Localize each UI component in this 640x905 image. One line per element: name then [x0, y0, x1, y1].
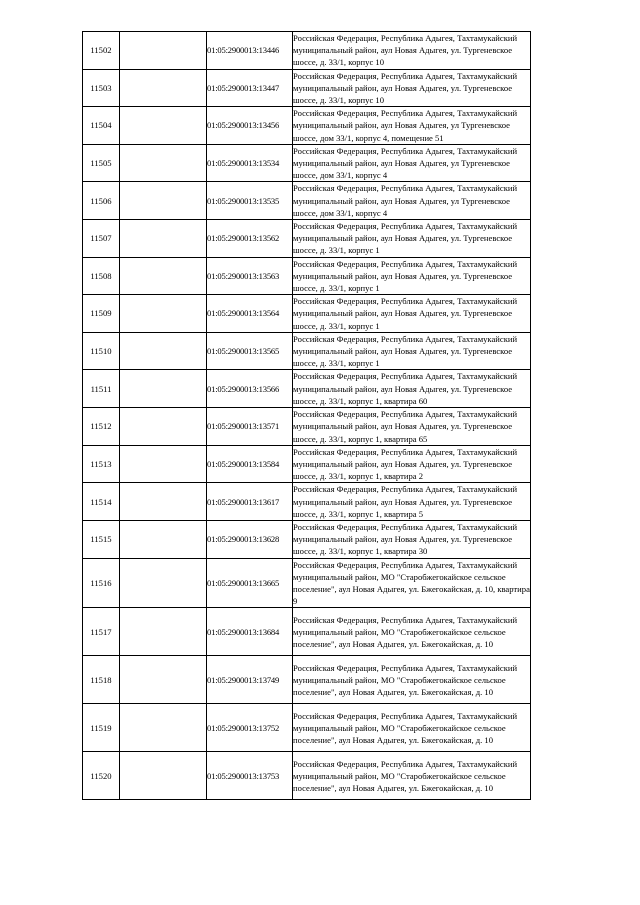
address-cell: Российская Федерация, Республика Адыгея, Тахтамукайский муниципальный район, аул Новая Адыгея, ул Тургеневское шоссе, дом 33/1, корпус 4: [293, 182, 531, 220]
table-row: [83, 483, 531, 521]
empty-cell: [120, 295, 207, 333]
table-row: [83, 370, 531, 408]
empty-cell: [120, 608, 207, 656]
empty-cell: [120, 257, 207, 295]
address-cell: Российская Федерация, Республика Адыгея, Тахтамукайский муниципальный район, аул Новая Адыгея, ул. Тургеневское шоссе, д. 33/1, корпус 10: [293, 69, 531, 107]
empty-cell: [120, 220, 207, 258]
row-number-cell: 11506: [83, 182, 120, 220]
row-number-cell: 11515: [83, 520, 120, 558]
empty-cell: [120, 107, 207, 145]
table-row: [83, 32, 531, 70]
cadastral-number-cell: 01:05:2900013:13565: [207, 332, 293, 370]
address-cell: Российская Федерация, Республика Адыгея, Тахтамукайский муниципальный район, аул Новая Адыгея, ул. Тургеневское шоссе, д. 33/1, корпус 1, квартира 65: [293, 408, 531, 446]
cadastral-number-cell: 01:05:2900013:13665: [207, 558, 293, 608]
cadastral-number-cell: 01:05:2900013:13534: [207, 144, 293, 182]
address-cell: Российская Федерация, Республика Адыгея, Тахтамукайский муниципальный район, аул Новая Адыгея, ул. Тургеневское шоссе, д. 33/1, корпус 1: [293, 295, 531, 333]
row-number-cell: 11518: [83, 656, 120, 704]
table-row: [83, 558, 531, 608]
address-cell: Российская Федерация, Республика Адыгея, Тахтамукайский муниципальный район, аул Новая Адыгея, ул. Тургеневское шоссе, д. 33/1, корпус 1, квартира 2: [293, 445, 531, 483]
address-cell: Российская Федерация, Республика Адыгея, Тахтамукайский муниципальный район, аул Новая Адыгея, ул. Тургеневское шоссе, д. 33/1, корпус 1: [293, 332, 531, 370]
empty-cell: [120, 69, 207, 107]
cadastral-number-cell: 01:05:2900013:13749: [207, 656, 293, 704]
row-number-cell: 11520: [83, 752, 120, 800]
cadastral-number-cell: 01:05:2900013:13752: [207, 704, 293, 752]
table-row: [83, 257, 531, 295]
empty-cell: [120, 144, 207, 182]
table-row: [83, 520, 531, 558]
cadastral-number-cell: 01:05:2900013:13753: [207, 752, 293, 800]
address-cell: Российская Федерация, Республика Адыгея, Тахтамукайский муниципальный район, аул Новая Адыгея, ул Тургеневское шоссе, дом 33/1, корпус 4, помещение 51: [293, 107, 531, 145]
row-number-cell: 11512: [83, 408, 120, 446]
row-number-cell: 11517: [83, 608, 120, 656]
row-number-cell: 11509: [83, 295, 120, 333]
row-number-cell: 11502: [83, 32, 120, 70]
address-cell: Российская Федерация, Республика Адыгея, Тахтамукайский муниципальный район, аул Новая Адыгея, ул Тургеневское шоссе, дом 33/1, корпус 4: [293, 144, 531, 182]
empty-cell: [120, 704, 207, 752]
empty-cell: [120, 558, 207, 608]
row-number-cell: 11514: [83, 483, 120, 521]
row-number-cell: 11507: [83, 220, 120, 258]
address-cell: Российская Федерация, Республика Адыгея, Тахтамукайский муниципальный район, аул Новая Адыгея, ул. Тургеневское шоссе, д. 33/1, корпус 10: [293, 32, 531, 70]
row-number-cell: 11511: [83, 370, 120, 408]
row-number-cell: 11513: [83, 445, 120, 483]
empty-cell: [120, 520, 207, 558]
row-number-cell: 11510: [83, 332, 120, 370]
table-row: [83, 107, 531, 145]
cadastral-number-cell: 01:05:2900013:13684: [207, 608, 293, 656]
registry-table-body: [83, 32, 531, 800]
cadastral-number-cell: 01:05:2900013:13566: [207, 370, 293, 408]
table-row: [83, 220, 531, 258]
cadastral-number-cell: 01:05:2900013:13584: [207, 445, 293, 483]
empty-cell: [120, 752, 207, 800]
address-cell: Российская Федерация, Республика Адыгея, Тахтамукайский муниципальный район, МО "Старобжегокайское сельское поселение", аул Новая Адыгея, ул. Бжегокайская, д. 10, квартира 9: [293, 559, 530, 607]
registry-table: [82, 31, 531, 800]
table-row: [83, 144, 531, 182]
cadastral-number-cell: 01:05:2900013:13564: [207, 295, 293, 333]
cadastral-number-cell: 01:05:2900013:13617: [207, 483, 293, 521]
cadastral-number-cell: 01:05:2900013:13563: [207, 257, 293, 295]
empty-cell: [120, 370, 207, 408]
table-row: [83, 445, 531, 483]
table-row: [83, 332, 531, 370]
table-row: [83, 656, 531, 704]
table-row: [83, 752, 531, 800]
row-number-cell: 11505: [83, 144, 120, 182]
address-cell: Российская Федерация, Республика Адыгея, Тахтамукайский муниципальный район, аул Новая Адыгея, ул. Тургеневское шоссе, д. 33/1, корпус 1, квартира 60: [293, 370, 531, 408]
cadastral-number-cell: 01:05:2900013:13628: [207, 520, 293, 558]
empty-cell: [120, 182, 207, 220]
empty-cell: [120, 408, 207, 446]
cadastral-number-cell: 01:05:2900013:13446: [207, 32, 293, 70]
address-cell: Российская Федерация, Республика Адыгея, Тахтамукайский муниципальный район, аул Новая Адыгея, ул. Тургеневское шоссе, д. 33/1, корпус 1, квартира 5: [293, 483, 531, 521]
table-row: [83, 408, 531, 446]
address-cell: Российская Федерация, Республика Адыгея, Тахтамукайский муниципальный район, МО "Старобжегокайское сельское поселение", аул Новая Адыгея, ул. Бжегокайская, д. 10: [293, 752, 531, 800]
table-row: [83, 608, 531, 656]
address-cell: Российская Федерация, Республика Адыгея, Тахтамукайский муниципальный район, МО "Старобжегокайское сельское поселение", аул Новая Адыгея, ул. Бжегокайская, д. 10: [293, 656, 531, 704]
empty-cell: [120, 32, 207, 70]
empty-cell: [120, 332, 207, 370]
address-cell: Российская Федерация, Республика Адыгея, Тахтамукайский муниципальный район, аул Новая Адыгея, ул. Тургеневское шоссе, д. 33/1, корпус 1: [293, 220, 531, 258]
cadastral-number-cell: 01:05:2900013:13456: [207, 107, 293, 145]
row-number-cell: 11508: [83, 257, 120, 295]
cadastral-number-cell: 01:05:2900013:13571: [207, 408, 293, 446]
row-number-cell: 11503: [83, 69, 120, 107]
empty-cell: [120, 483, 207, 521]
address-cell: Российская Федерация, Республика Адыгея, Тахтамукайский муниципальный район, МО "Старобжегокайское сельское поселение", аул Новая Адыгея, ул. Бжегокайская, д. 10: [293, 608, 531, 656]
cadastral-number-cell: 01:05:2900013:13562: [207, 220, 293, 258]
row-number-cell: 11504: [83, 107, 120, 145]
table-row: [83, 69, 531, 107]
cadastral-number-cell: 01:05:2900013:13535: [207, 182, 293, 220]
row-number-cell: 11516: [83, 558, 120, 608]
address-cell: Российская Федерация, Республика Адыгея, Тахтамукайский муниципальный район, МО "Старобжегокайское сельское поселение", аул Новая Адыгея, ул. Бжегокайская, д. 10: [293, 704, 531, 752]
table-row: [83, 704, 531, 752]
empty-cell: [120, 656, 207, 704]
table-row: [83, 182, 531, 220]
cadastral-number-cell: 01:05:2900013:13447: [207, 69, 293, 107]
table-row: [83, 295, 531, 333]
row-number-cell: 11519: [83, 704, 120, 752]
address-cell: Российская Федерация, Республика Адыгея, Тахтамукайский муниципальный район, аул Новая Адыгея, ул. Тургеневское шоссе, д. 33/1, корпус 1, квартира 30: [293, 520, 531, 558]
empty-cell: [120, 445, 207, 483]
address-cell: Российская Федерация, Республика Адыгея, Тахтамукайский муниципальный район, аул Новая Адыгея, ул. Тургеневское шоссе, д. 33/1, корпус 1: [293, 257, 531, 295]
